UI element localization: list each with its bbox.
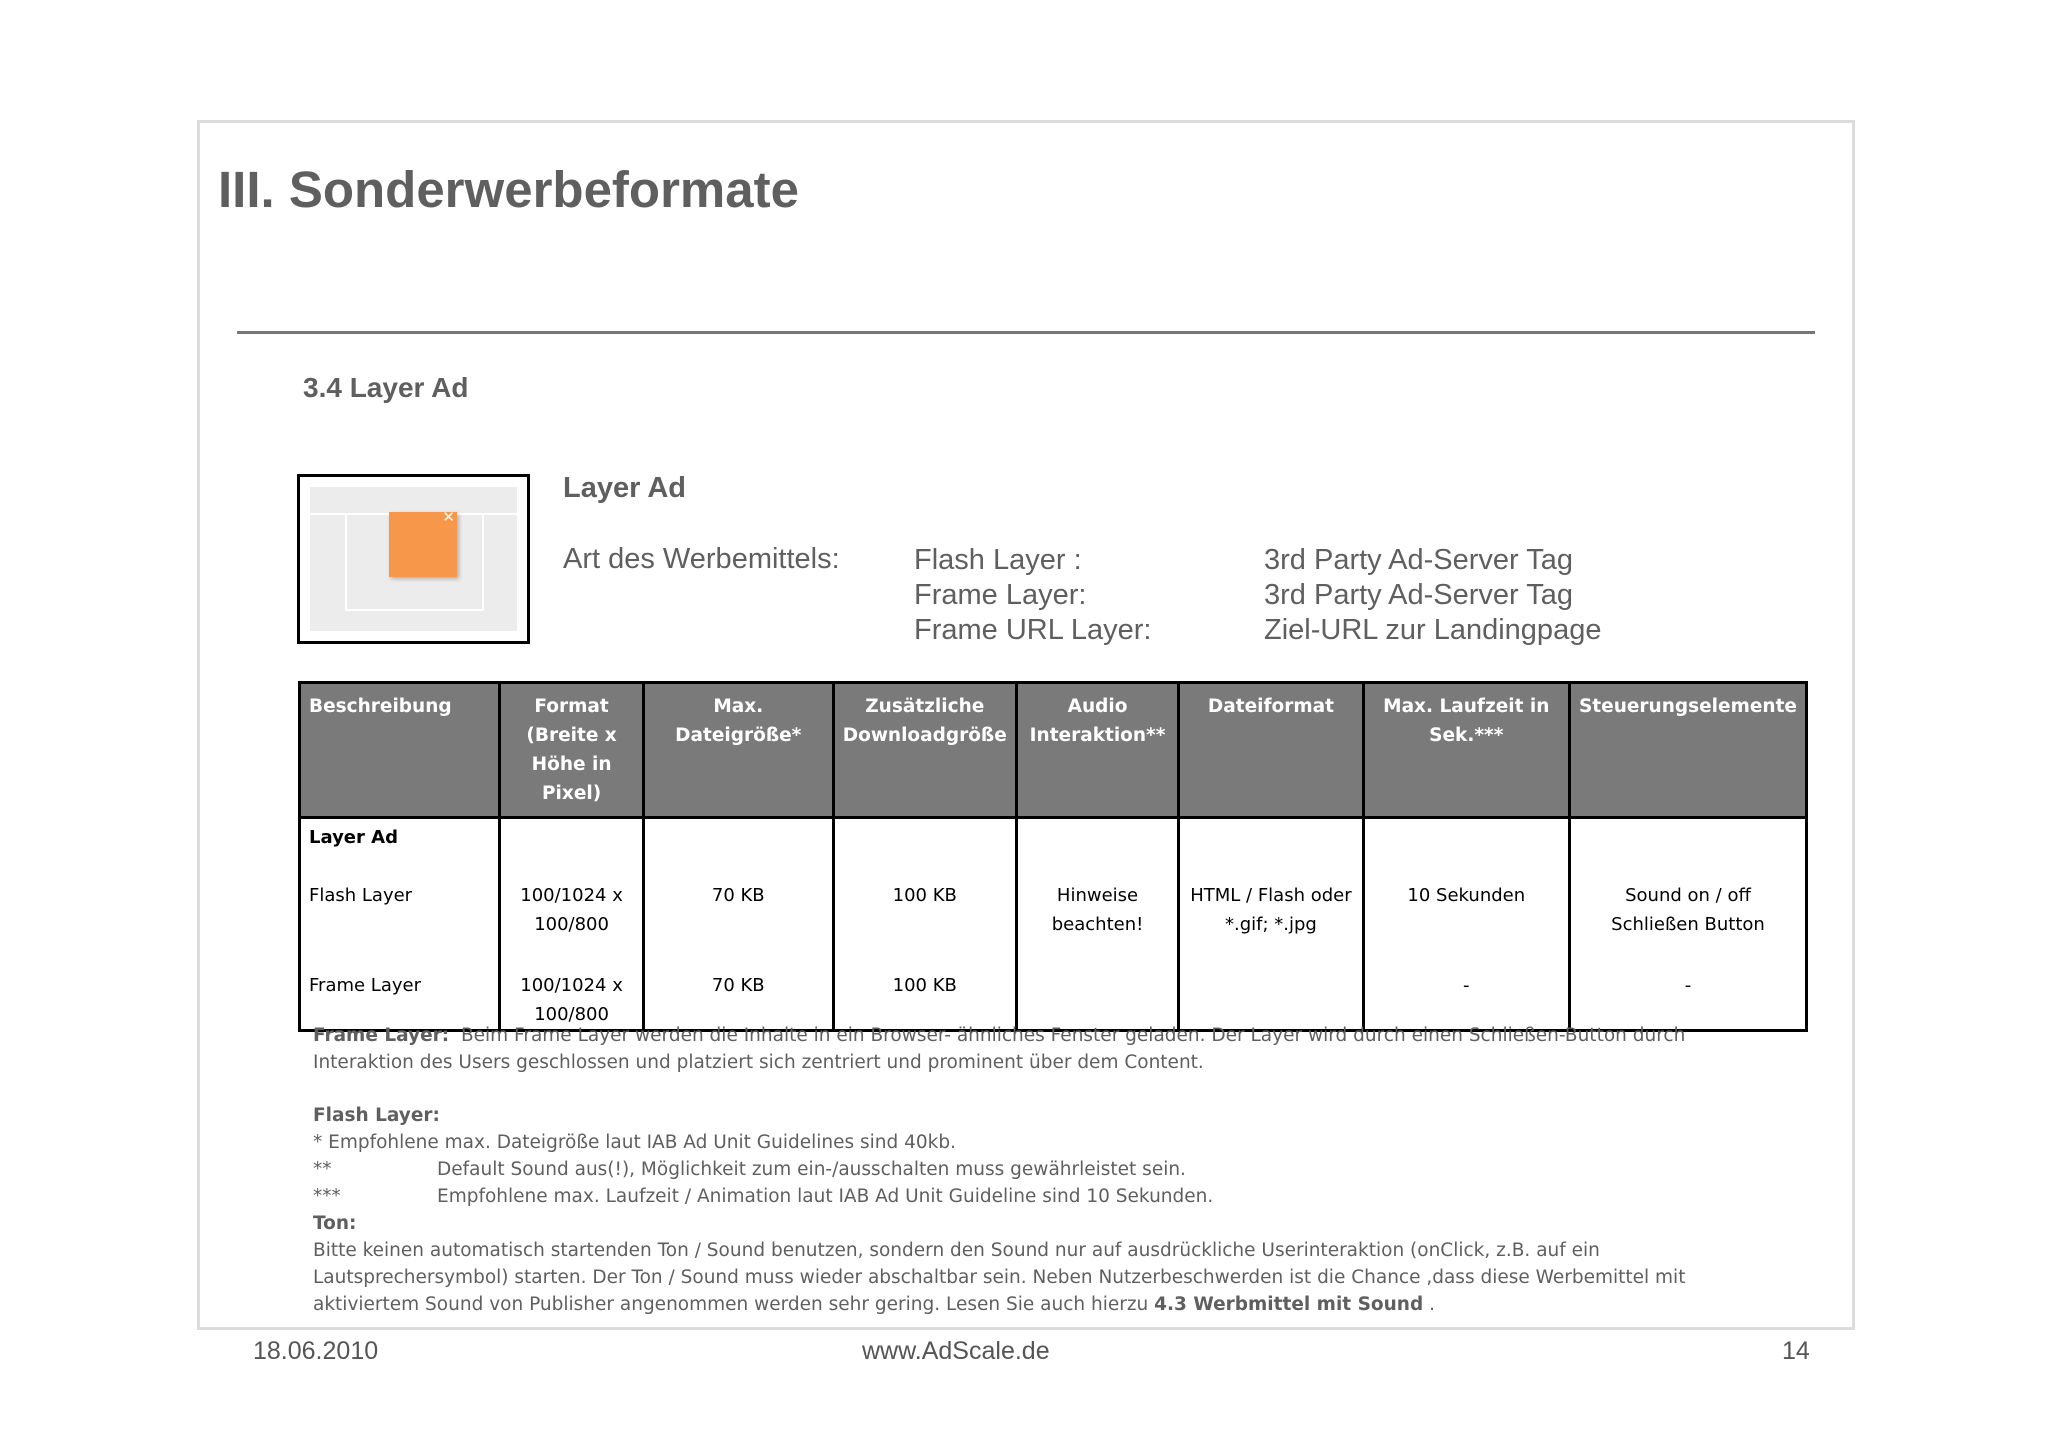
flash-note-line: * Empfohlene max. Dateigröße laut IAB Ad Unit Guidelines sind 40kb. (313, 1132, 957, 1153)
column-header: Max. Laufzeit in Sek.*** (1363, 683, 1569, 818)
column-header: Max. Dateigröße* (643, 683, 833, 818)
table-cell: Sound on / off Schließen Button (1569, 881, 1806, 971)
flash-note-line: *** Empfohlene max. Laufzeit / Animation laut IAB Ad Unit Guideline sind 10 Sekunden. (313, 1186, 1214, 1207)
group-label: Layer Ad (300, 818, 500, 882)
specs-table (298, 681, 1808, 1032)
art-label: Art des Werbemittels: (563, 543, 840, 575)
spec-names (914, 543, 1151, 648)
ad-title: Layer Ad (563, 472, 687, 504)
table-cell: 70 KB (643, 881, 833, 971)
column-header: Beschreibung (300, 683, 500, 818)
flash-note-line: ** Default Sound aus(!), Möglichkeit zum ein-/ausschalten muss gewährleistet sein. (313, 1159, 1186, 1180)
ton-note-text: Bitte keinen automatisch startenden Ton / Sound benutzen, sondern den Sound nur auf ausdrückliche Userinteraktion (onClick, z.B. auf ein Lautsprechersymbol) starten. Der Ton / Sound muss wieder abschaltbar sein. Neben Nutzerbeschwerden ist die Chance ,dass diese Werbemittel mit aktiviertem Sound von Publisher angenommen werden sehr gering. Lesen Sie auch hierzu 4.3 Werbmittel mit Sound . (313, 1240, 1686, 1315)
spec-values (1264, 543, 1601, 648)
column-header: Zusätzliche Downloadgröße (833, 683, 1016, 818)
table-cell: 100/1024 x 100/800 (500, 971, 643, 1031)
column-header: Dateiformat (1179, 683, 1363, 818)
spec-name: Frame URL Layer: (914, 614, 1152, 646)
table-cell: 70 KB (643, 971, 833, 1031)
frame-note-label: Frame Layer: (313, 1025, 450, 1046)
column-header: Steuerungselemente (1569, 683, 1806, 818)
table-cell: 100/1024 x 100/800 (500, 881, 643, 971)
frame-note-text: Beim Frame Layer werden die Inhalte in ein Browser- ähnliches Fenster geladen. Der Layer wird durch einen Schließen-Button durch Interaktion des Users geschlossen und platziert sich zentriert und prominent über dem Content. (313, 1025, 1686, 1073)
table-cell: 10 Sekunden (1363, 881, 1569, 971)
ton-note-ref: 4.3 Werbmittel mit Sound (1154, 1294, 1424, 1315)
footer-url: www.AdScale.de (862, 1337, 1050, 1365)
table-cell: HTML / Flash oder *.gif; *.jpg (1179, 881, 1363, 971)
layer-ad-thumbnail (297, 474, 530, 644)
flash-note-label: Flash Layer: (313, 1105, 440, 1126)
notes (313, 1022, 1783, 1318)
table-cell: - (1363, 971, 1569, 1031)
spec-value: Ziel-URL zur Landingpage (1264, 614, 1602, 646)
table-group-row (300, 818, 1807, 882)
table-cell: 100 KB (833, 881, 1016, 971)
page-number: 14 (1782, 1337, 1810, 1365)
footer-date: 18.06.2010 (253, 1337, 379, 1365)
spec-name: Flash Layer : (914, 544, 1082, 576)
thumbnail-layer (389, 508, 457, 577)
spec-name: Frame Layer: (914, 579, 1087, 611)
column-header: Format (Breite x Höhe in Pixel) (500, 683, 643, 818)
close-icon: ✕ (442, 508, 455, 526)
thumbnail-page (310, 487, 517, 631)
table-cell: Frame Layer (300, 971, 500, 1031)
section-title: 3.4 Layer Ad (303, 372, 469, 403)
column-header: Audio Interaktion** (1016, 683, 1178, 818)
page-title: III. Sonderwerbeformate (218, 161, 799, 218)
ton-note-label: Ton: (313, 1213, 357, 1234)
table-header-row (300, 683, 1807, 818)
table-cell: Hinweise beachten! (1016, 881, 1178, 971)
table-cell: - (1569, 971, 1806, 1031)
title-divider (237, 331, 1815, 334)
table-row (300, 881, 1807, 971)
table-cell: 100 KB (833, 971, 1016, 1031)
spec-value: 3rd Party Ad-Server Tag (1264, 544, 1573, 576)
spec-value: 3rd Party Ad-Server Tag (1264, 579, 1573, 611)
table-cell: Flash Layer (300, 881, 500, 971)
frame-note (313, 1022, 1783, 1076)
